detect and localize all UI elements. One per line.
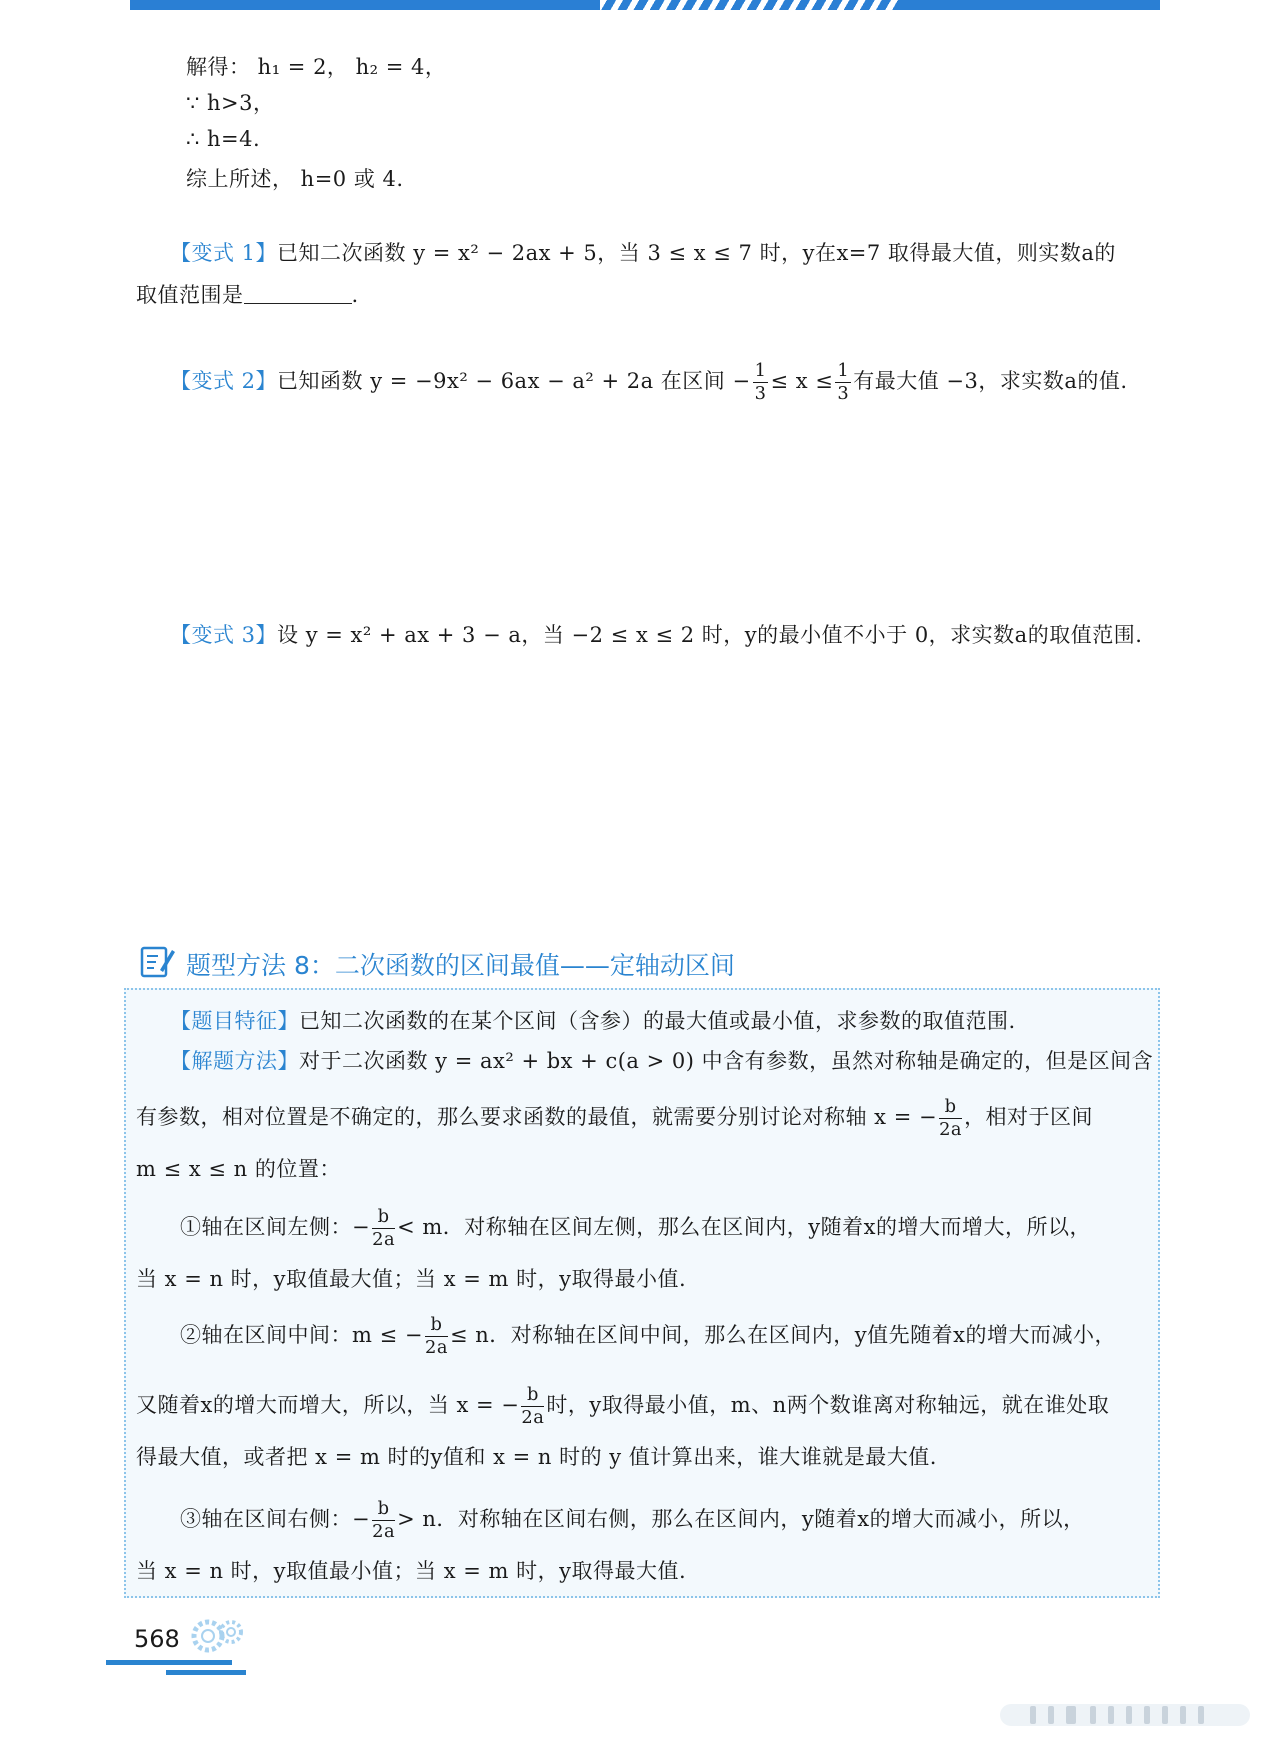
variant-3-line xyxy=(170,620,1142,650)
footer-rule xyxy=(106,1660,232,1665)
variant-3-tag: 【变式 3】 xyxy=(170,623,278,647)
variant-1-period: . xyxy=(351,283,359,307)
feature-text: 已知二次函数的在某个区间（含参）的最大值或最小值，求参数的取值范围. xyxy=(299,1009,1016,1033)
variant-2-text-c: 有最大值 −3，求实数a的值. xyxy=(853,368,1128,393)
method-text-b: 有参数，相对位置是不确定的，那么要求函数的最值，就需要分别讨论对称轴 x = − xyxy=(136,1104,938,1129)
case-3-line-1 xyxy=(180,1500,1085,1541)
variant-2-text-a: 已知函数 y = −9x² − 6ax − a² + 2a 在区间 − xyxy=(277,368,751,393)
solution-line-1: 解得： h₁ = 2， h₂ = 4， xyxy=(186,55,447,79)
variant-1-line-2 xyxy=(136,280,359,310)
answer-blank[interactable] xyxy=(244,283,352,304)
fraction-b-over-2a: $\frac{b}{2a}$ xyxy=(521,1384,545,1428)
feature-line xyxy=(170,1006,1016,1036)
method-text-a: 对于二次函数 y = ax² + bx + c(a > 0) 中含有参数，虽然对称轴是确定的，但是区间含 xyxy=(299,1049,1154,1073)
method-line-1 xyxy=(170,1046,1153,1076)
method-line-3: m ≤ x ≤ n 的位置： xyxy=(136,1157,341,1181)
solution-line-3: ∴ h=4. xyxy=(186,127,261,151)
footer-rule-short xyxy=(166,1670,246,1675)
fraction-b-over-2a: $\frac{b}{2a}$ xyxy=(372,1498,396,1542)
solution-line-2: ∵ h>3， xyxy=(186,91,275,115)
feature-tag: 【题目特征】 xyxy=(170,1009,299,1033)
fraction-b-over-2a: $\frac{b}{2a}$ xyxy=(372,1206,396,1250)
fraction-one-third-2: $\frac{1}{3}$ xyxy=(837,360,850,404)
method-line-2 xyxy=(136,1098,1093,1139)
gears-icon xyxy=(186,1610,246,1660)
case-2-text-c: 又随着x的增大而增大，所以，当 x = − xyxy=(136,1392,520,1417)
variant-2-text-b: ≤ x ≤ xyxy=(770,368,834,393)
case-3-line-2: 当 x = n 时，y取值最小值；当 x = m 时，y取得最大值. xyxy=(136,1559,687,1583)
notebook-pen-icon xyxy=(140,942,176,980)
method-text-c: ，相对于区间 xyxy=(964,1104,1094,1129)
variant-1-tag: 【变式 1】 xyxy=(170,241,278,265)
solution-line-4: 综上所述， h=0 或 4. xyxy=(186,167,404,191)
variant-3-text: 设 y = x² + ax + 3 − a，当 −2 ≤ x ≤ 2 时，y的最小值不小于 0，求实数a的取值范围. xyxy=(277,623,1143,647)
variant-2-tag: 【变式 2】 xyxy=(170,368,278,393)
variant-1-text: 已知二次函数 y = x² − 2ax + 5，当 3 ≤ x ≤ 7 时，y在x=7 取得最大值，则实数a的 xyxy=(277,241,1116,265)
fraction-b-over-2a: $\frac{b}{2a}$ xyxy=(424,1314,448,1358)
variant-1-text-b: 取值范围是 xyxy=(136,283,244,307)
method-tag: 【解题方法】 xyxy=(170,1049,299,1073)
header-bar xyxy=(130,0,1160,12)
case-1-line-2: 当 x = n 时，y取值最大值；当 x = m 时，y取得最小值. xyxy=(136,1267,687,1291)
case-2-line-3: 得最大值，或者把 x = m 时的y值和 x = n 时的 y 值计算出来，谁大谁就是最大值. xyxy=(136,1445,937,1469)
case-2-line-2 xyxy=(136,1386,1109,1427)
fraction-one-third: $\frac{1}{3}$ xyxy=(754,360,767,404)
case-2-text-b: ≤ n．对称轴在区间中间，那么在区间内，y值先随着x的增大而减小， xyxy=(449,1322,1116,1347)
case-2-text-d: 时，y取得最小值，m、n两个数谁离对称轴远，就在谁处取 xyxy=(546,1392,1110,1417)
decorative-bars xyxy=(1000,1700,1250,1730)
case-3-text-a: ③轴在区间右侧：− xyxy=(180,1506,371,1531)
case-3-text-b: > n．对称轴在区间右侧，那么在区间内，y随着x的增大而减小，所以， xyxy=(397,1506,1085,1531)
case-1-line-1 xyxy=(180,1208,1091,1249)
variant-1-line-1 xyxy=(170,238,1116,268)
section-title-text: 题型方法 8：二次函数的区间最值——定轴动区间 xyxy=(186,951,735,980)
case-2-line-1 xyxy=(180,1316,1116,1357)
case-1-text-a: ①轴在区间左侧：− xyxy=(180,1214,371,1239)
case-2-text-a: ②轴在区间中间：m ≤ − xyxy=(180,1322,423,1347)
case-1-text-b: < m．对称轴在区间左侧，那么在区间内，y随着x的增大而增大，所以， xyxy=(397,1214,1091,1239)
page-number: 568 xyxy=(134,1625,180,1653)
fraction-b-over-2a: $\frac{b}{2a}$ xyxy=(939,1096,963,1140)
variant-2-line xyxy=(170,362,1128,403)
